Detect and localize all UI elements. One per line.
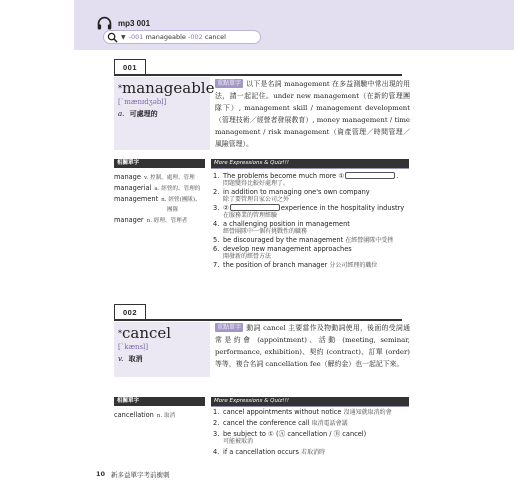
page-footer (96, 470, 170, 479)
list-item: manager n. 經理、管理者 (114, 216, 188, 224)
quiz-item: 4. a challenging position in management 經營團隊中一個有挑戰性的職務 (213, 220, 350, 235)
answer-blank[interactable] (345, 172, 395, 179)
related-words-bar: 相關單字 (114, 159, 205, 168)
word-box (114, 322, 210, 377)
track-number: -002 (188, 33, 203, 41)
quiz-list (213, 408, 411, 457)
search-icon (107, 32, 118, 43)
quiz-item: 1. cancel appointments without notice 沒通知就取消約會 (213, 408, 392, 416)
mp3-label: mp3 001 (118, 18, 151, 28)
part-of-speech: v. (118, 355, 124, 363)
divider (211, 168, 409, 169)
related-words-list (114, 410, 209, 421)
related-words-list (114, 172, 209, 226)
gloss: 可處理的 (129, 110, 158, 118)
headphone-icon[interactable] (96, 15, 113, 32)
track-word: cancel (204, 33, 226, 41)
chevron-down-icon[interactable]: ▼ (121, 33, 126, 41)
quiz-item: 6. develop new management approaches 開發新的經營方法 (213, 245, 352, 260)
headword: *manageable (118, 79, 215, 97)
entry-rule (114, 74, 402, 76)
list-item: cancellation n. 取消 (114, 411, 176, 419)
focus-explanation (215, 78, 410, 150)
quiz-item: 4. if a cancellation occurs 若取消時 (213, 448, 326, 456)
definition (118, 109, 206, 119)
answer-blank[interactable] (230, 204, 280, 211)
focus-badge: 重點單字 (217, 80, 242, 87)
quiz-bar: More Expressions & Quiz!!! (211, 159, 409, 168)
book-title: 新多益單字考前衝刺 (111, 471, 170, 479)
part-of-speech: a. (118, 110, 125, 118)
definition (118, 354, 206, 364)
focus-text: 動詞 cancel 主要當作及物動詞使用，後面的受詞通常是約會 (appointment)、活動 (meeting, seminar, performance, exhibition)、契約 (contract)、訂單 (order) 等等，複合名詞 cancellation fee（解約金）也一起記下來。 (215, 324, 410, 368)
pronunciation: [ˋmænɪdʒəbḷ] (118, 98, 167, 106)
list-item: management n. 經營(團隊)、 (114, 195, 201, 203)
track-search-bar[interactable] (103, 30, 261, 44)
related-words-bar: 相關單字 (114, 397, 205, 406)
list-item: managerial a. 經營的、管理的 (114, 184, 201, 192)
quiz-item: 5. be discouraged by the management 在經營團隊中受挫 (213, 236, 394, 244)
list-item: 團隊 (167, 207, 179, 213)
word-box (114, 77, 215, 150)
focus-explanation (215, 322, 410, 370)
track-number: -001 (128, 33, 144, 41)
quiz-item: 2. in addition to managing one's own company 除了要管理自家公司之外 (213, 188, 370, 203)
quiz-list (213, 172, 411, 270)
entry-number-tag: 002 (114, 304, 146, 319)
entry-rule (114, 319, 402, 321)
gloss: 取消 (128, 355, 143, 363)
track-word: manageable (145, 33, 186, 41)
quiz-item: 3. be subject to ① (Ⓐ cancellation / Ⓑ cancel) 可能被取消 (213, 430, 367, 445)
quiz-item: 2. cancel the conference call 取消電話會議 (213, 419, 348, 427)
quiz-item: 1. The problems become much more ① . 問題變得比較好處理了。 (213, 172, 399, 187)
page-number: 10 (96, 470, 106, 478)
entry-number-tag: 001 (114, 59, 146, 74)
quiz-item: 7. the position of branch manager 分公司經理的職位 (213, 261, 378, 269)
list-item: manage v. 控制、處理、管理 (114, 173, 195, 181)
focus-text: 以下是名詞 management 在多益測驗中常出現的用法，請一起記住。under new management（在新的管理團隊下）, management skill / management development（管理技術／經營者發展教育）, money management / time management / risk management（資產管理／時間管理／風險管理）。 (215, 80, 410, 148)
quiz-item: 3. ② experience in the hospitality industry 在服務業的管理經驗 (213, 204, 405, 219)
quiz-bar: More Expressions & Quiz!!! (211, 397, 409, 406)
headword: *cancel (118, 324, 172, 342)
track-list (129, 33, 226, 41)
divider (211, 406, 409, 407)
pronunciation: [ˋkænsḷ] (118, 343, 149, 351)
focus-badge: 重點單字 (217, 324, 242, 331)
